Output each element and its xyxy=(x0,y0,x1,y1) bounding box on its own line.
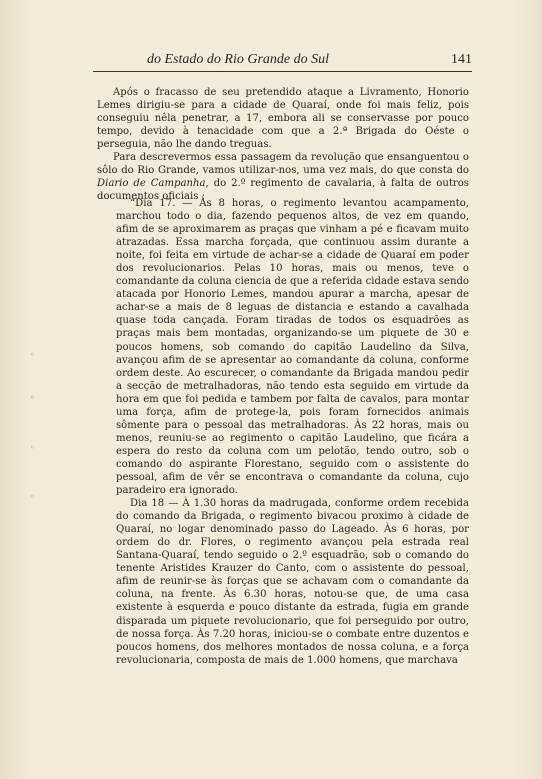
paragraph-1: Após o fracasso de seu pretendido ataque a Livramento, Honorio Lemes dirigiu-se para a cidade de Quaraí, onde foi mais feliz, pois conseguiu nêla penetrar, a 17, embora ali se conservasse por pouco tempo, devido à tenacidade com que a 2.ª Brigada do Oéste o perseguia, não lhe dando treguas. xyxy=(97,87,469,151)
margin-speck: ◦ xyxy=(30,350,35,359)
margin-speck: ◦ xyxy=(30,393,35,402)
paragraph-2 xyxy=(97,151,469,203)
running-title: do Estado do Rio Grande do Sul xyxy=(147,52,329,67)
margin-speck: ◦ xyxy=(30,492,35,501)
diary-title: Diario de Campanha xyxy=(97,178,206,190)
quote-paragraph-2: Dia 18 — À 1.30 horas da madrugada, conforme ordem recebida do comando da Brigada, o regimento bivacou proximo à cidade de Quaraí, no logar denominado passo do Lageado. Às 6 horas, por ordem do dr. Flores, o regimento avançou pela estrada real Santana-Quaraí, tendo seguido o 2.º esquadrão, sob o comando do tenente Aristides Krauzer do Canto, com o assistente do pessoal, afim de reunir-se às forças que se achavam com o comandante da coluna, na frente. Às 6.30 horas, notou-se que, de uma casa existente à esquerda e pouco distante da estrada, fugia em grande disparada um piquete revolucionario, que foi perseguido por outro, de nossa força. Às 7.20 horas, iniciou-se o combate entre duzentos e poucos homens, dos melhores montados de nossa coluna, e a força revolucionaria, composta de mais de 1.000 homens, que marchava xyxy=(116,498,469,666)
page-header xyxy=(93,49,472,72)
paragraph-2-text-b: , do 2.º regimento de cavalaria, à falta de outros documentos oficiais : xyxy=(97,178,469,203)
body-text xyxy=(97,86,469,203)
page-number: 141 xyxy=(451,52,472,67)
paragraph-2-text-a: Para descrevermos essa passagem da revolução que ensanguentou o sôlo do Rio Grande, vamos utilizar-nos, uma vez mais, do que consta do xyxy=(97,152,469,177)
margin-speck: ◦ xyxy=(30,443,35,452)
quote-paragraph-1: “Dia 17. — Às 8 horas, o regimento levantou acampamento, marchou todo o dia, fazendo pequenos altos, de vez em quando, afim de se aproximarem as praças que vinham a pé e ficavam muito atrazadas. Essa marcha forçada, que continuou assim durante a noite, foi feita em virtude de achar-se a cidade de Quaraí em poder dos revolucionarios. Pelas 10 horas, mais ou menos, teve o comandante da coluna ciencia de que a referida cidade estava sendo atacada por Honorio Lemes, mandou apurar a marcha, apesar de achar-se a mais de 8 leguas de distancia e estando a cavalhada quase toda cançada. Foram tiradas de todos os esquadrões as praças mais bem montadas, organizando-se um piquete de 30 e poucos homens, sob comando do capitão Laudelino da Silva, avançou afim de se apresentar ao comandante da coluna, conforme ordem deste. Ao escurecer, o comandante da Brigada mandou pedir a secção de metralhadoras, não tendo esta seguido em virtude da hora em que foi pedida e tambem por falta de cavalos, para montar uma força, afim de protege-la, pois foram fornecidos animais sômente para o pessoal das metralhadoras. Às 22 horas, mais ou menos, reuniu-se ao regimento o capitão Laudelino, que ficára a espera do resto da coluna com um pelotão, tendo outro, sob o comando do aspirante Florestano, seguido com o assistente do pessoal, afim de vêr se encontrava o comandante da coluna, cujo paradeiro era ignorado. xyxy=(116,198,469,497)
block-quote xyxy=(116,197,469,667)
